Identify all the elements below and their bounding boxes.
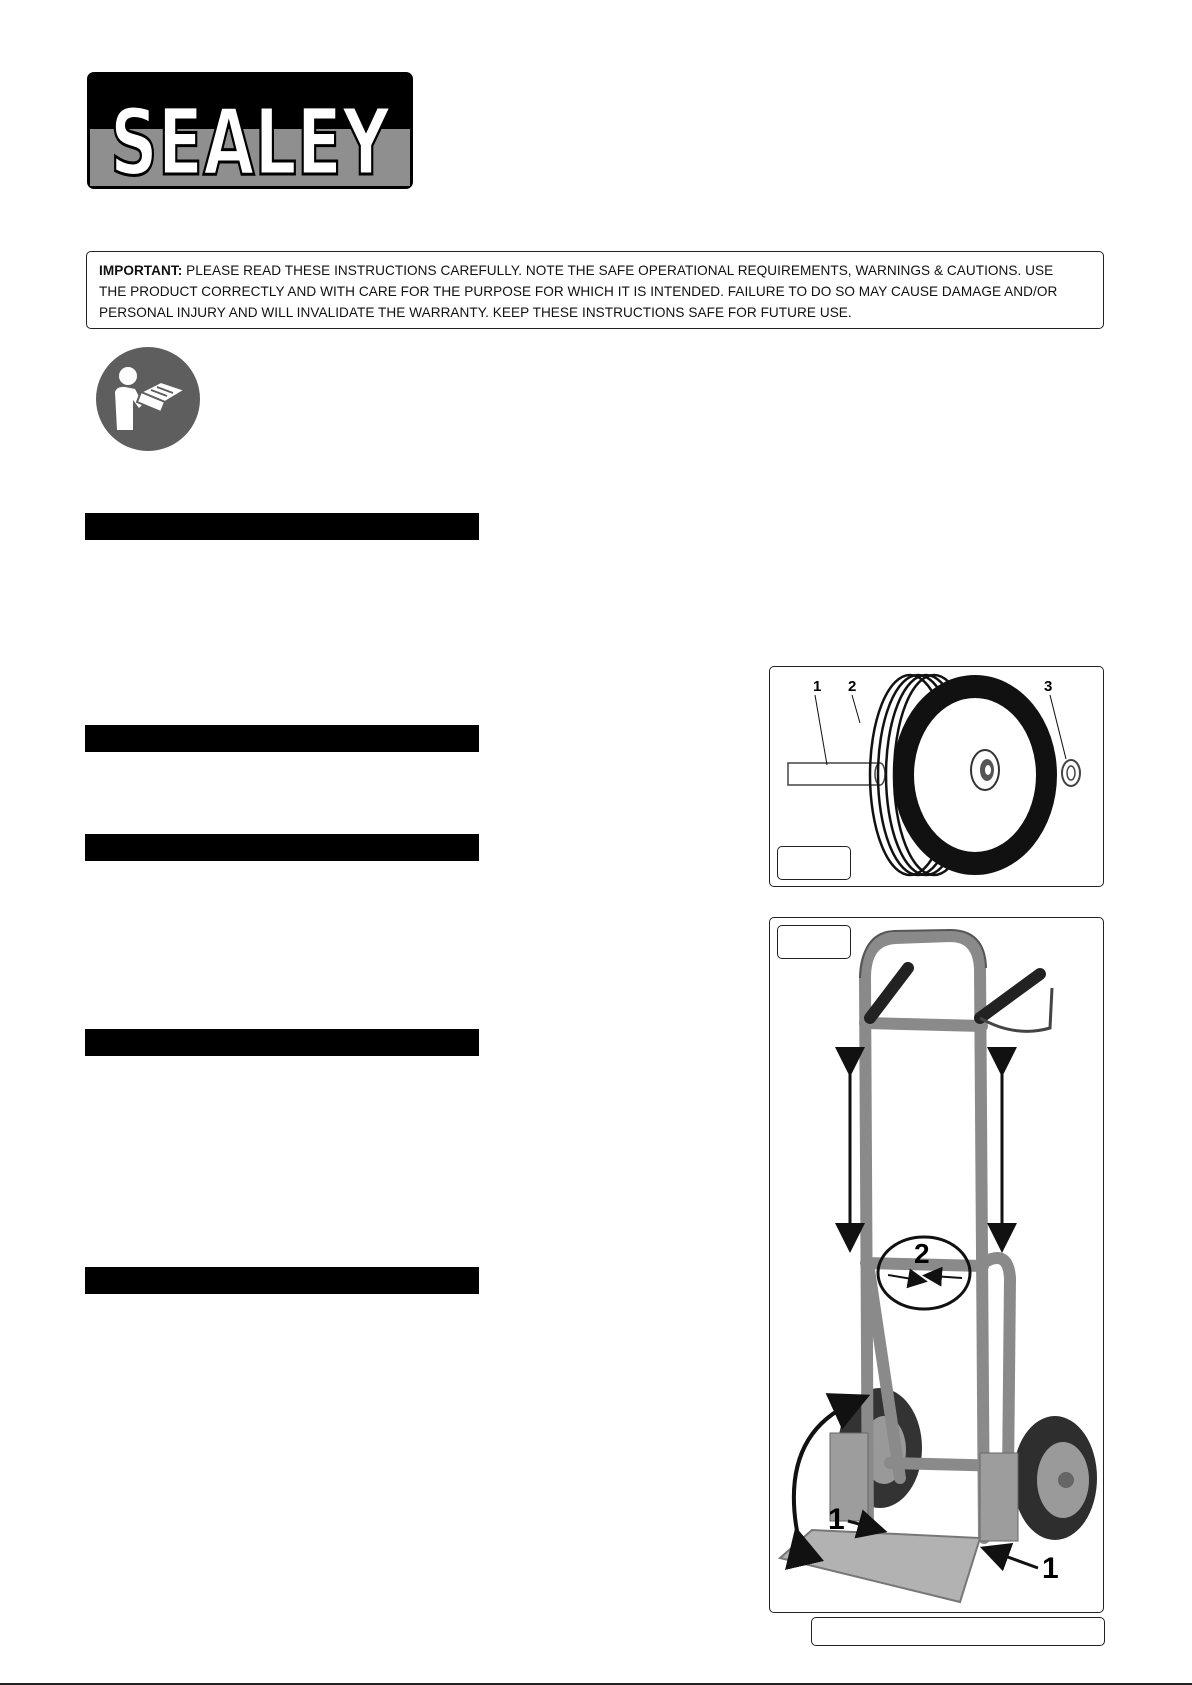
callout-1-left: 1 <box>828 1503 845 1536</box>
sack-truck-illustration <box>770 918 1105 1614</box>
section-heading-bar-3 <box>85 834 479 861</box>
section-heading-bar-1 <box>85 513 479 540</box>
section-heading-bar-5 <box>85 1267 479 1294</box>
callout-2: 2 <box>914 1238 930 1269</box>
notice-line-1: PLEASE READ THESE INSTRUCTIONS CAREFULLY. NOTE THE SAFE OPERATIONAL REQUIREMENTS, WARNINGS & CAUTIONS. USE <box>186 263 1054 278</box>
notice-line-3: PERSONAL INJURY AND WILL INVALIDATE THE WARRANTY. KEEP THESE INSTRUCTIONS SAFE FOR FUTURE USE. <box>99 305 852 320</box>
notice-line-2: THE PRODUCT CORRECTLY AND WITH CARE FOR THE PURPOSE FOR WHICH IT IS INTENDED. FAILURE TO DO SO MAY CAUSE DAMAGE AND/OR <box>99 284 1058 299</box>
callout-3: 3 <box>1044 678 1053 695</box>
logo-text: SEALEY <box>110 89 391 196</box>
read-manual-icon <box>95 346 201 452</box>
figure-sack-truck <box>769 917 1104 1613</box>
section-heading-bar-4 <box>85 1029 479 1056</box>
section-heading-bar-2 <box>85 725 479 752</box>
callout-2: 2 <box>848 678 857 695</box>
figure-2-label <box>777 925 851 959</box>
right-wheel <box>1013 1416 1097 1540</box>
important-notice <box>86 251 1104 329</box>
important-label: IMPORTANT: <box>99 263 183 278</box>
figure-1-label <box>777 846 851 880</box>
sealey-logo <box>86 71 414 196</box>
caption-box <box>811 1617 1105 1646</box>
callout-1: 1 <box>813 678 822 695</box>
callout-1-right: 1 <box>1042 1552 1059 1585</box>
figure-wheel-assembly <box>769 666 1104 887</box>
